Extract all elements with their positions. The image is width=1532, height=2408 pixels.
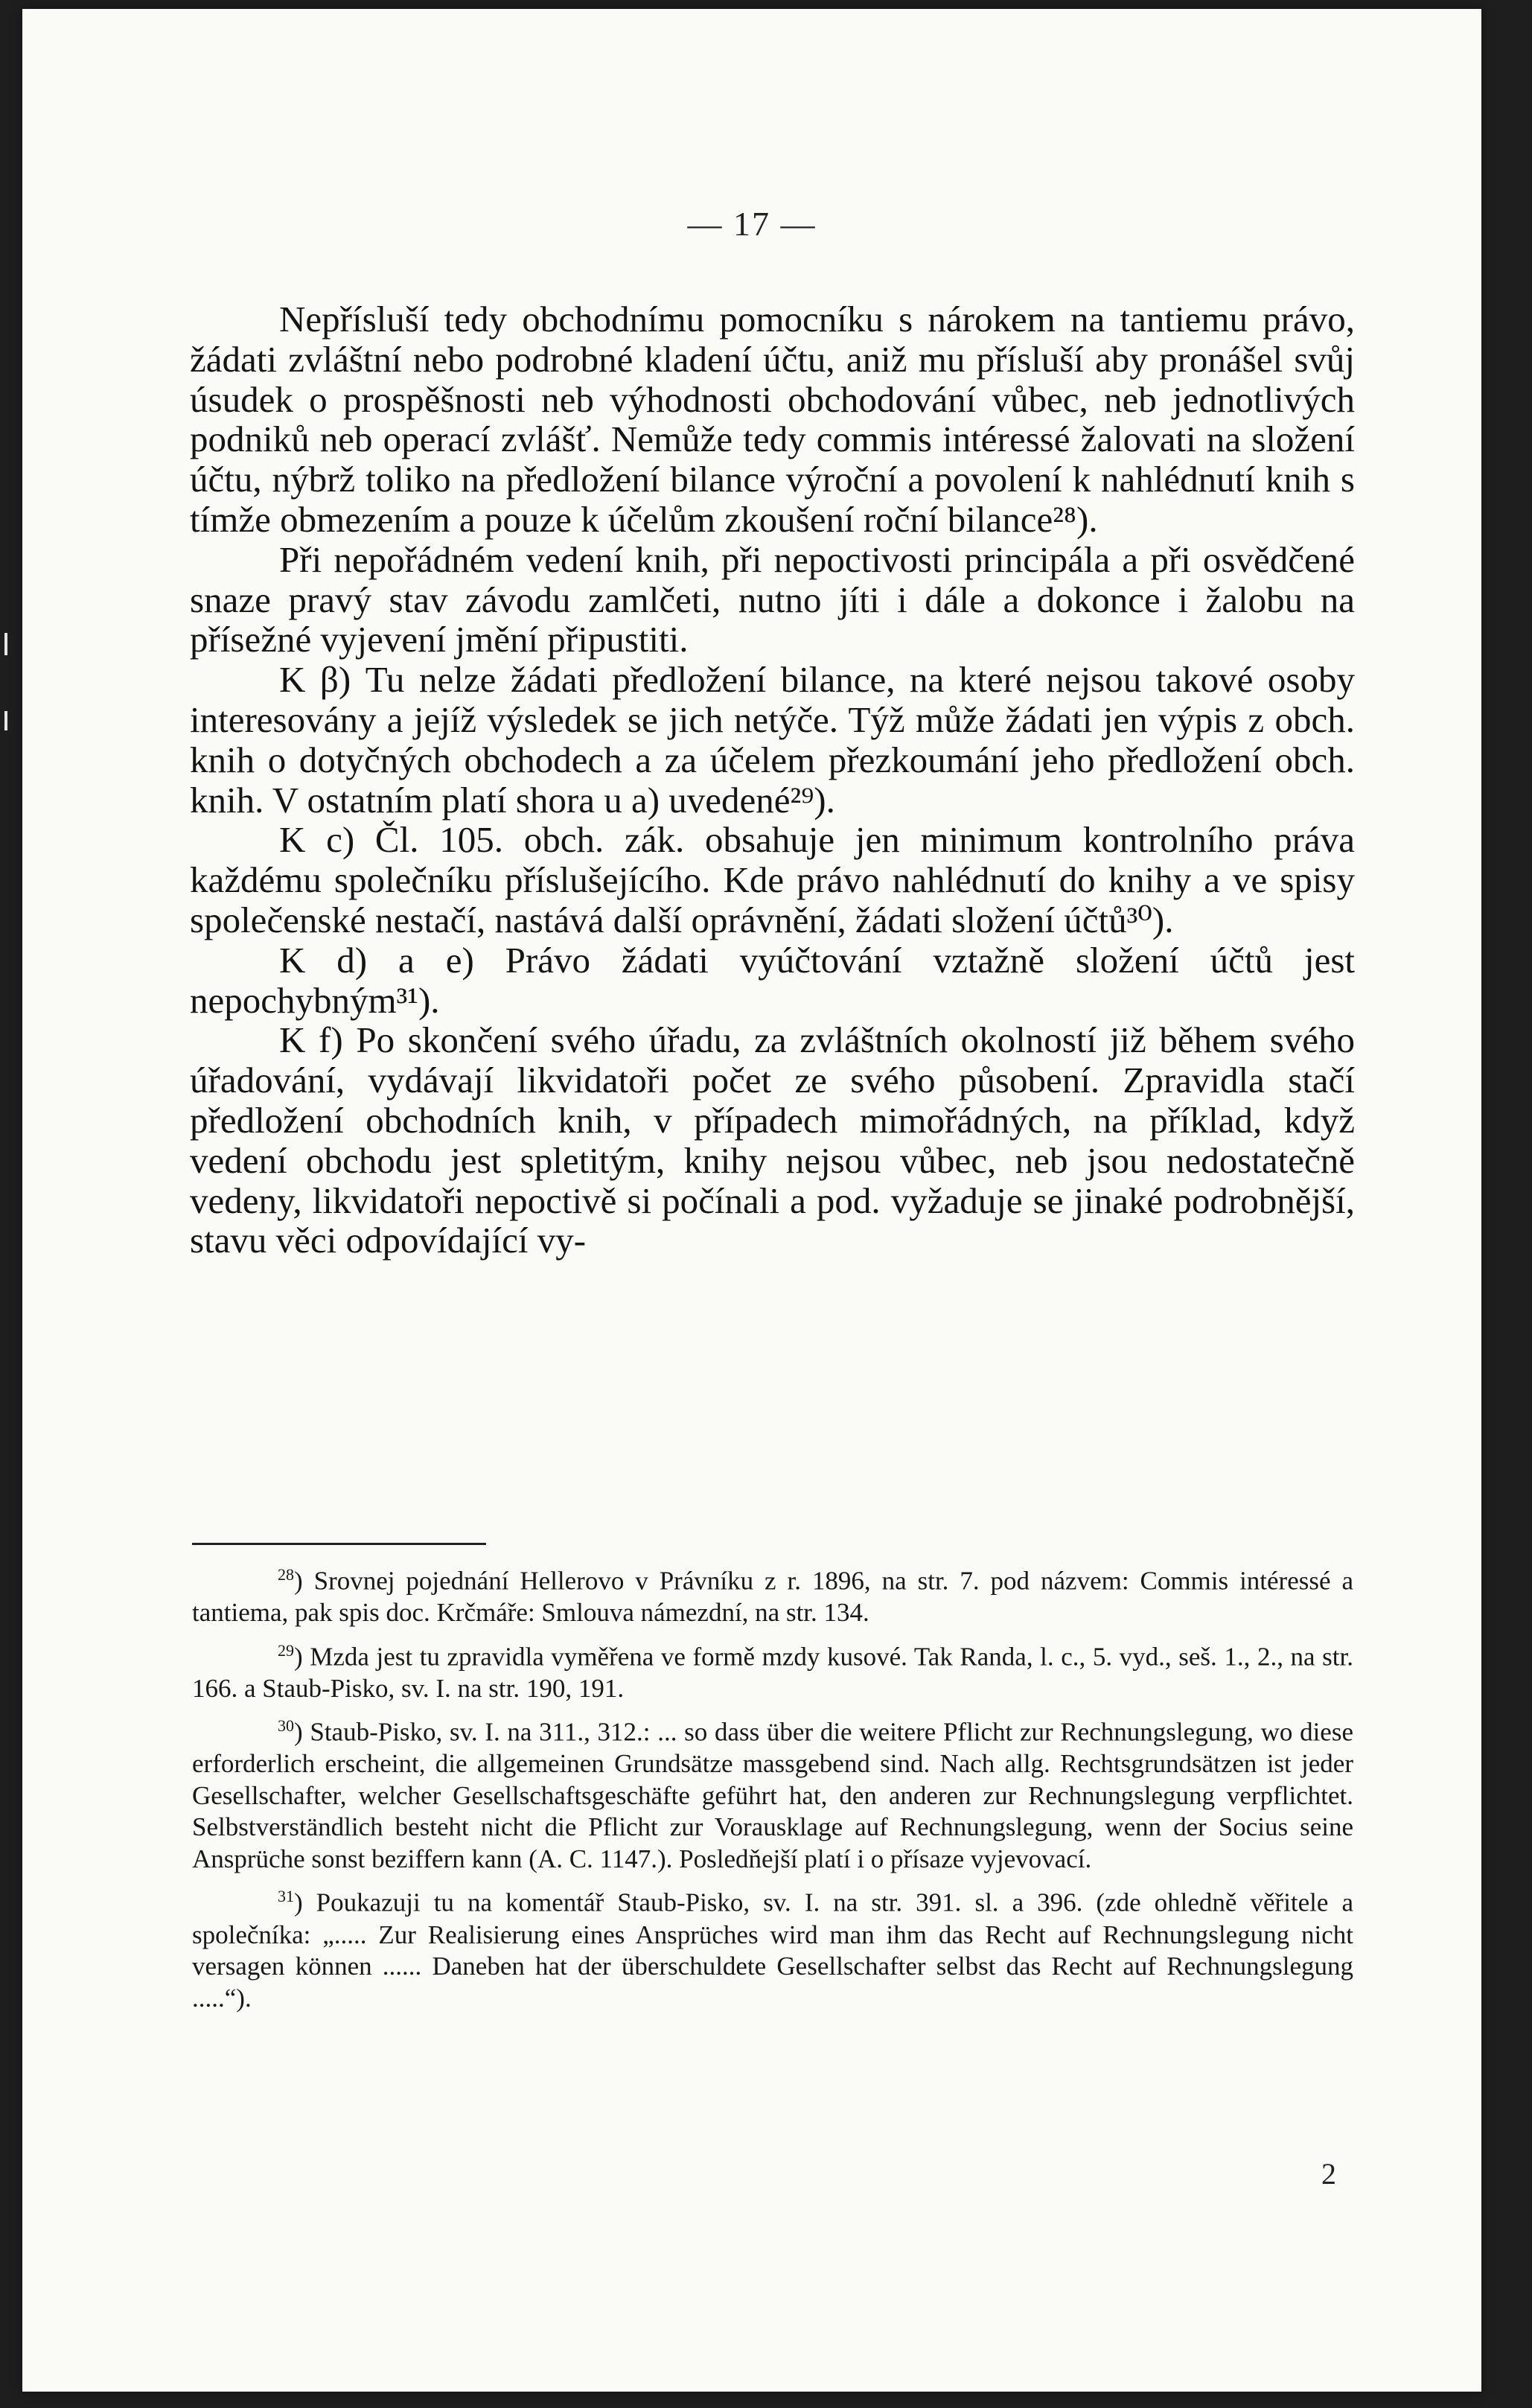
paragraph: K β) Tu nelze žádati předložení bilance, na které nejsou takové osoby interesovány a jejíž výsledek se jich netýče. Týž může žádati jen výpis z obch. knih o dotyčných obchodech a za účelem přezkoumání jeho předložení obch. knih. V ostatním platí shora u a) uvedené²⁹). [190, 659, 1355, 821]
footnote-separator [192, 1543, 486, 1545]
footnote-text: ) Srovnej pojednání Hellerovo v Právníku z r. 1896, na str. 7. pod názvem: Commis intéressé a tantiema, pak spis doc. Krčmáře: Smlouva námezdní, na str. 134. [192, 1566, 1353, 1628]
footnote [192, 1710, 1353, 1875]
main-text [190, 299, 1355, 1261]
paragraph: Nepřísluší tedy obchodnímu pomocníku s nárokem na tantiemu právo, žádati zvláštní nebo podrobné kladení účtu, aniž mu přísluší aby pronášel svůj úsudek o prospěšnosti neb výhodnosti obchodování vůbec, neb jednotlivých podniků neb operací zvlášť. Nemůže tedy commis intéressé žalovati na složení účtu, nýbrž toliko na předložení bilance výroční a povolení k nahlédnutí knih s tímže obmezením a pouze k účelům zkoušení roční bilance²⁸). [190, 299, 1355, 540]
footnote-mark: 31 [278, 1887, 294, 1906]
left-edge-mark [4, 711, 7, 730]
footnote-text: ) Staub-Pisko, sv. I. na 311., 312.: ... so dass über die weitere Pflicht zur Rechnungslegung, wo diese erforderlich erscheint, die allgemeinen Grundsätze massgebend sind. Nach allg. Rechtsgrundsätzen ist jeder Gesellschafter, welcher Gesellschaftsgeschäfte geführt hat, den anderen zur Rechnungslegung verpflichtet. Selbstverständlich besteht nicht die Pflicht zur Vorausklage auf Rechnungslegung, wenn der Socius seine Ansprüche sonst beziffern kann (A. C. 1147.). Posledňejší platí i o přísaze vyjevovací. [192, 1717, 1353, 1873]
footnote-mark: 30 [278, 1716, 294, 1736]
footnote-text: ) Poukazuji tu na komentář Staub-Pisko, sv. I. na str. 391. sl. a 396. (zde ohledně věřitele a společníka: „..... Zur Realisierung eines Ansprüches wird man ihm das Recht auf Rechnungslegung nicht versagen können ...... Daneben hat der überschuldete Gesellschafter selbst das Recht auf Rechnungslegung .....“). [192, 1888, 1353, 2013]
paragraph: K d) a e) Právo žádati vyúčtování vztažně složení účtů jest nepochybným³¹). [190, 939, 1355, 1021]
left-edge-mark [4, 633, 7, 655]
footnote-mark: 29 [278, 1640, 294, 1660]
paragraph: K c) Čl. 105. obch. zák. obsahuje jen minimum kontrolního práva každému společníku příslušejícího. Kde právo nahlédnutí do knihy a ve spisy společenské nestačí, nastává další oprávnění, žádati složení účtů³⁰). [190, 819, 1355, 940]
page-number: — 17 — [687, 205, 817, 243]
book-page [22, 9, 1481, 2392]
paragraph: Při nepořádném vedení knih, při nepoctivosti principála a při osvědčené snaze pravý stav závodu zamlčeti, nutno jíti i dále a dokonce i žalobu na přísežné vyjevení jmění připustiti. [190, 538, 1355, 660]
footnote-text: ) Mzda jest tu zpravidla vyměřena ve formě mzdy kusové. Tak Randa, l. c., 5. vyd., seš. 1., 2., na str. 166. a Staub-Pisko, sv. I. na str. 190, 191. [192, 1642, 1353, 1703]
footnotes [192, 1559, 1353, 2020]
paragraph: K f) Po skončení svého úřadu, za zvláštních okolností již během svého úřadování, vydávají likvidatoři počet ze svého působení. Zpravidla stačí předložení obchodních knih, v případech mimořádných, na příklad, když vedení obchodu jest spletitým, knihy nejsou vůbec, neb jsou nedostatečně vedeny, likvidatoři nepoctivě si počínali a pod. vyžaduje se jinaké podrobnější, stavu věci odpovídající vy- [190, 1019, 1355, 1261]
footnote [192, 1881, 1353, 2014]
footnote [192, 1635, 1353, 1705]
footnote-mark: 28 [278, 1565, 294, 1584]
signature-mark: 2 [1321, 2157, 1336, 2191]
footnote [192, 1559, 1353, 1629]
